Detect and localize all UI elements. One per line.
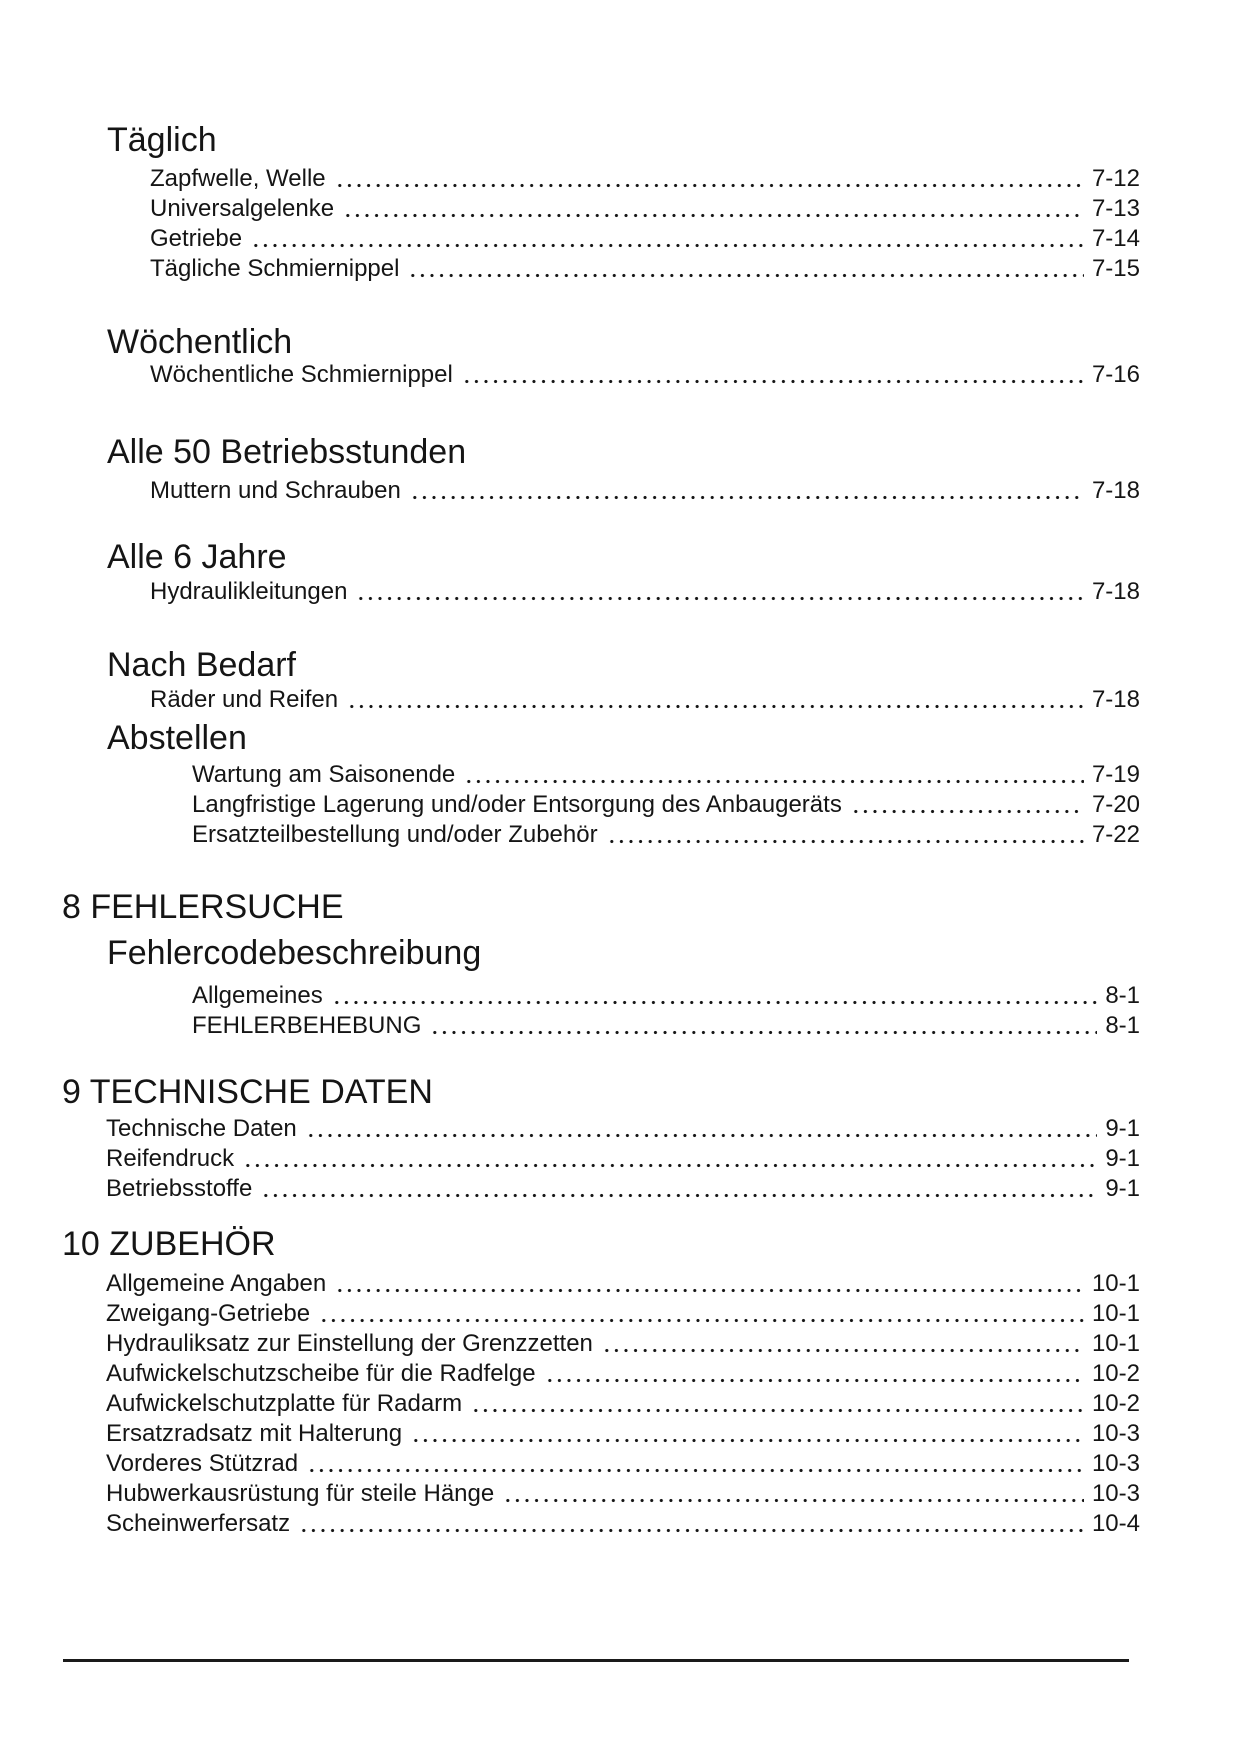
dot-leader — [430, 1011, 1097, 1041]
toc-entry-label: Aufwickelschutzplatte für Radarm — [106, 1390, 463, 1417]
toc-entry-label: Wöchentliche Schmiernippel — [150, 361, 453, 388]
toc-entry-page: 10-2 — [1091, 1390, 1140, 1417]
toc-entry-label: Hydraulikleitungen — [150, 578, 348, 605]
toc-entry[interactable] — [0, 1509, 1140, 1539]
toc-entry[interactable] — [0, 1011, 1140, 1041]
toc-entry[interactable] — [0, 1419, 1140, 1449]
dot-leader — [335, 164, 1084, 194]
toc-entry-page: 9-1 — [1105, 1115, 1140, 1142]
toc-entry-label: Aufwickelschutzscheibe für die Radfelge — [106, 1360, 536, 1387]
section-heading-fehlercodebeschreibung: Fehlercodebeschreibung — [107, 934, 482, 972]
toc-entry-label: Vorderes Stützrad — [106, 1450, 299, 1477]
toc-entry-label: Allgemeines — [192, 982, 323, 1009]
toc-entry-label: Ersatzteilbestellung und/oder Zubehör — [192, 821, 598, 848]
toc-entry-label: Scheinwerfersatz — [106, 1510, 291, 1537]
toc-entry[interactable] — [0, 981, 1140, 1011]
toc-entry-page: 7-16 — [1091, 361, 1140, 388]
toc-entry-label: Zapfwelle, Welle — [150, 165, 326, 192]
toc-entry-label: Zweigang-Getriebe — [106, 1300, 311, 1327]
toc-entry-page: 10-3 — [1091, 1450, 1140, 1477]
dot-leader — [299, 1509, 1084, 1539]
toc-entry-page: 7-13 — [1091, 195, 1140, 222]
toc-entry-label: Allgemeine Angaben — [106, 1270, 327, 1297]
toc-entry[interactable] — [0, 224, 1140, 254]
toc-entry[interactable] — [0, 685, 1140, 715]
toc-entry-label: Technische Daten — [106, 1115, 297, 1142]
toc-entry-label: Räder und Reifen — [150, 686, 339, 713]
toc-entry-page: 10-4 — [1091, 1510, 1140, 1537]
toc-entry[interactable] — [0, 1114, 1140, 1144]
dot-leader — [251, 224, 1084, 254]
toc-entry-page: 7-20 — [1091, 791, 1140, 818]
toc-entry-page: 7-12 — [1091, 165, 1140, 192]
toc-entry-page: 7-19 — [1091, 761, 1140, 788]
dot-leader — [545, 1359, 1084, 1389]
dot-leader — [602, 1329, 1084, 1359]
toc-content — [0, 122, 1140, 1539]
toc-entry-page: 10-1 — [1091, 1330, 1140, 1357]
toc-entry-page: 7-15 — [1091, 255, 1140, 282]
dot-leader — [464, 760, 1084, 790]
toc-entry-page: 10-3 — [1091, 1480, 1140, 1507]
toc-entry-label: Tägliche Schmiernippel — [150, 255, 400, 282]
toc-entry[interactable] — [0, 760, 1140, 790]
toc-entry-page: 10-2 — [1091, 1360, 1140, 1387]
toc-entry-label: Ersatzradsatz mit Halterung — [106, 1420, 403, 1447]
toc-entry[interactable] — [0, 820, 1140, 850]
dot-leader — [408, 254, 1083, 284]
toc-entry[interactable] — [0, 1269, 1140, 1299]
dot-leader — [335, 1269, 1084, 1299]
toc-entry-label: Hydrauliksatz zur Einstellung der Grenzzetten — [106, 1330, 593, 1357]
toc-entry-page: 9-1 — [1105, 1145, 1140, 1172]
toc-entry[interactable] — [0, 1174, 1140, 1204]
toc-entry[interactable] — [0, 1299, 1140, 1329]
toc-entry[interactable] — [0, 476, 1140, 506]
dot-leader — [410, 476, 1084, 506]
toc-entry[interactable] — [0, 1359, 1140, 1389]
toc-entry[interactable] — [0, 254, 1140, 284]
section-heading-nach-bedarf: Nach Bedarf — [107, 646, 296, 684]
toc-entry[interactable] — [0, 194, 1140, 224]
dot-leader — [243, 1144, 1097, 1174]
dot-leader — [261, 1174, 1097, 1204]
dot-leader — [343, 194, 1084, 224]
dot-leader — [332, 981, 1098, 1011]
toc-entry[interactable] — [0, 1389, 1140, 1419]
toc-entry[interactable] — [0, 360, 1140, 390]
toc-entry-label: Universalgelenke — [150, 195, 335, 222]
toc-entry-page: 10-1 — [1091, 1300, 1140, 1327]
toc-entry-page: 9-1 — [1105, 1175, 1140, 1202]
toc-entry-page: 10-1 — [1091, 1270, 1140, 1297]
toc-entry-page: 10-3 — [1091, 1420, 1140, 1447]
dot-leader — [356, 577, 1084, 607]
toc-entry-label: Reifendruck — [106, 1145, 235, 1172]
toc-entry-label: FEHLERBEHEBUNG — [192, 1012, 422, 1039]
toc-entry-label: Langfristige Lagerung und/oder Entsorgung des Anbaugeräts — [192, 791, 842, 818]
toc-entry[interactable] — [0, 164, 1140, 194]
toc-entry-page: 7-18 — [1091, 578, 1140, 605]
dot-leader — [471, 1389, 1084, 1419]
toc-entry[interactable] — [0, 577, 1140, 607]
toc-entry-page: 7-18 — [1091, 477, 1140, 504]
chapter-heading-technische-daten: 9 TECHNISCHE DATEN — [62, 1073, 433, 1111]
section-heading-taeglich: Täglich — [107, 121, 217, 159]
dot-leader — [851, 790, 1084, 820]
dot-leader — [307, 1449, 1084, 1479]
dot-leader — [607, 820, 1084, 850]
toc-entry-label: Wartung am Saisonende — [192, 761, 456, 788]
toc-entry-page: 8-1 — [1105, 1012, 1140, 1039]
dot-leader — [319, 1299, 1084, 1329]
toc-entry-label: Getriebe — [150, 225, 243, 252]
toc-entry-label: Betriebsstoffe — [106, 1175, 253, 1202]
dot-leader — [347, 685, 1084, 715]
section-heading-woechentlich: Wöchentlich — [107, 323, 293, 361]
dot-leader — [503, 1479, 1084, 1509]
toc-entry[interactable] — [0, 1479, 1140, 1509]
chapter-heading-zubehoer: 10 ZUBEHÖR — [62, 1225, 276, 1263]
footer-rule — [63, 1659, 1129, 1662]
toc-entry[interactable] — [0, 1144, 1140, 1174]
section-heading-alle-50-betriebsstunden: Alle 50 Betriebsstunden — [107, 433, 467, 471]
dot-leader — [411, 1419, 1084, 1449]
toc-entry[interactable] — [0, 1329, 1140, 1359]
toc-entry-page: 7-22 — [1091, 821, 1140, 848]
toc-entry-page: 7-18 — [1091, 686, 1140, 713]
toc-entry-page: 8-1 — [1105, 982, 1140, 1009]
toc-entry-label: Hubwerkausrüstung für steile Hänge — [106, 1480, 495, 1507]
section-heading-alle-6-jahre: Alle 6 Jahre — [107, 538, 287, 576]
toc-entry[interactable] — [0, 1449, 1140, 1479]
toc-entry[interactable] — [0, 790, 1140, 820]
chapter-heading-fehlersuche: 8 FEHLERSUCHE — [62, 888, 344, 926]
toc-entry-label: Muttern und Schrauben — [150, 477, 401, 504]
dot-leader — [462, 360, 1084, 390]
section-heading-abstellen: Abstellen — [107, 719, 247, 757]
dot-leader — [306, 1114, 1098, 1144]
toc-entry-page: 7-14 — [1091, 225, 1140, 252]
